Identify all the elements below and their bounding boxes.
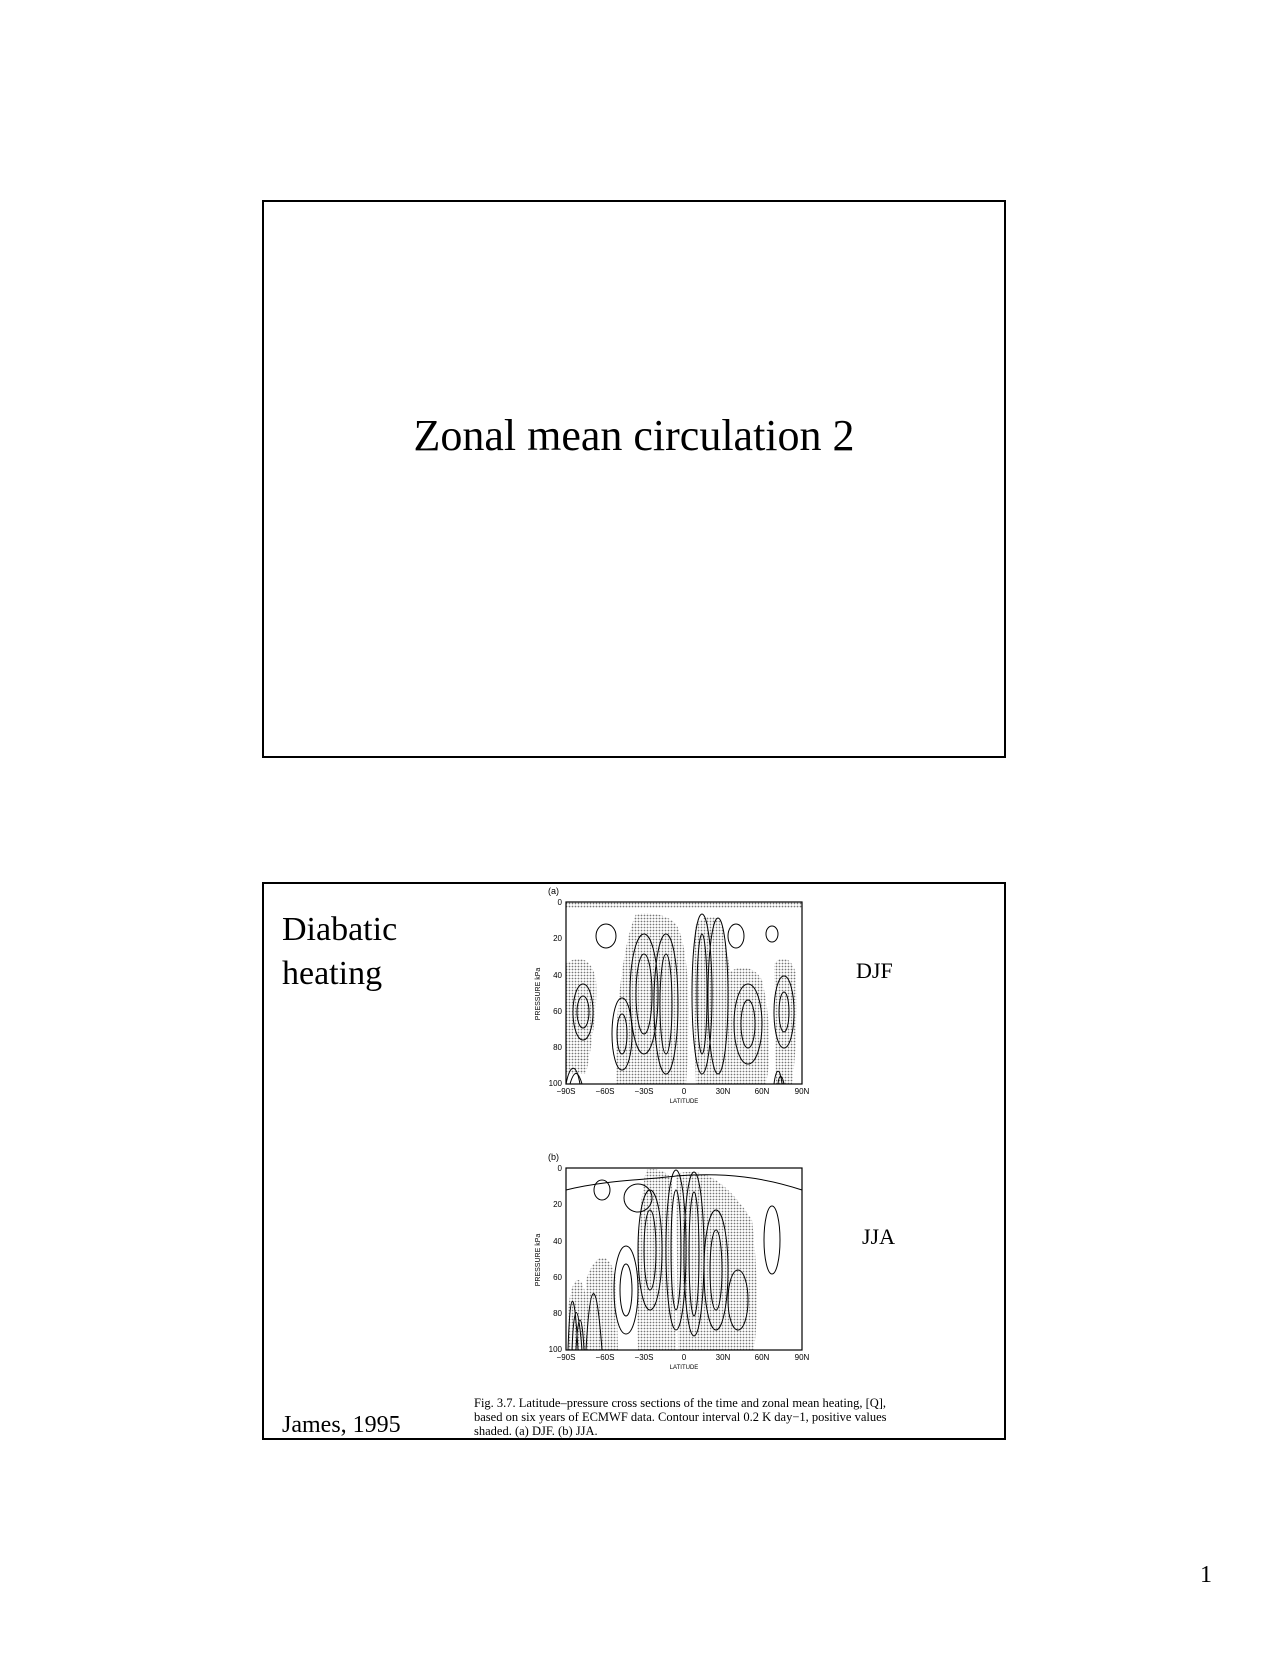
x-tick: −60S — [595, 1087, 615, 1096]
y-tick: 0 — [557, 898, 562, 907]
season-label-djf: DJF — [856, 958, 893, 983]
panel-label: (b) — [548, 1152, 559, 1162]
figure-panel-b — [526, 1150, 836, 1390]
y-tick: 60 — [553, 1273, 562, 1282]
figure-caption: Fig. 3.7. Latitude–pressure cross sections of the time and zonal mean heating, [Q], based on six years of ECMWF data. Contour interval 0.2 K day−1, positive values shaded. (a) DJF. (b) JJA. — [474, 1396, 887, 1438]
x-tick: 0 — [681, 1087, 687, 1096]
x-tick: 30N — [715, 1353, 731, 1362]
figure-panel-a — [526, 884, 836, 1150]
slide-diabatic-heating — [262, 882, 1006, 1440]
y-tick: 0 — [557, 1164, 562, 1173]
x-tick: −30S — [634, 1353, 654, 1362]
season-label-jja: JJA — [862, 1224, 896, 1249]
slide-title — [262, 200, 1006, 758]
x-tick: −90S — [556, 1353, 576, 1362]
x-tick-labels — [557, 1087, 810, 1096]
y-tick-labels — [549, 898, 563, 1088]
heading-line-1: Diabatic — [282, 911, 398, 948]
page-number: 1 — [1200, 1562, 1212, 1588]
y-tick: 100 — [548, 1079, 562, 1088]
y-tick: 80 — [553, 1043, 562, 1052]
y-tick: 40 — [553, 1237, 562, 1246]
heading-line-2: heating — [282, 955, 383, 992]
x-tick: 90N — [794, 1087, 810, 1096]
panel-label: (a) — [548, 886, 559, 896]
x-tick: 90N — [794, 1353, 810, 1362]
source-credit: James, 1995 — [282, 1412, 401, 1438]
y-axis-label: PRESSURE kPa — [535, 967, 542, 1021]
x-tick-labels — [557, 1353, 810, 1362]
y-tick: 40 — [553, 971, 562, 980]
x-axis-label: LATITUDE — [669, 1365, 699, 1371]
x-tick: −30S — [634, 1087, 654, 1096]
x-tick: −60S — [595, 1353, 615, 1362]
x-tick: −90S — [556, 1087, 576, 1096]
y-tick: 60 — [553, 1007, 562, 1016]
y-tick: 20 — [553, 1200, 562, 1209]
y-tick: 100 — [548, 1345, 562, 1354]
y-tick: 20 — [553, 934, 562, 943]
x-axis-label: LATITUDE — [669, 1099, 699, 1105]
y-tick-labels — [549, 1164, 563, 1354]
x-tick: 30N — [715, 1087, 731, 1096]
x-tick: 60N — [754, 1087, 770, 1096]
x-tick: 60N — [754, 1353, 770, 1362]
slide-heading — [282, 908, 397, 996]
x-tick: 0 — [681, 1353, 687, 1362]
y-tick: 80 — [553, 1309, 562, 1318]
y-axis-label: PRESSURE kPa — [535, 1233, 542, 1287]
slide-title-text: Zonal mean circulation 2 — [413, 411, 855, 460]
